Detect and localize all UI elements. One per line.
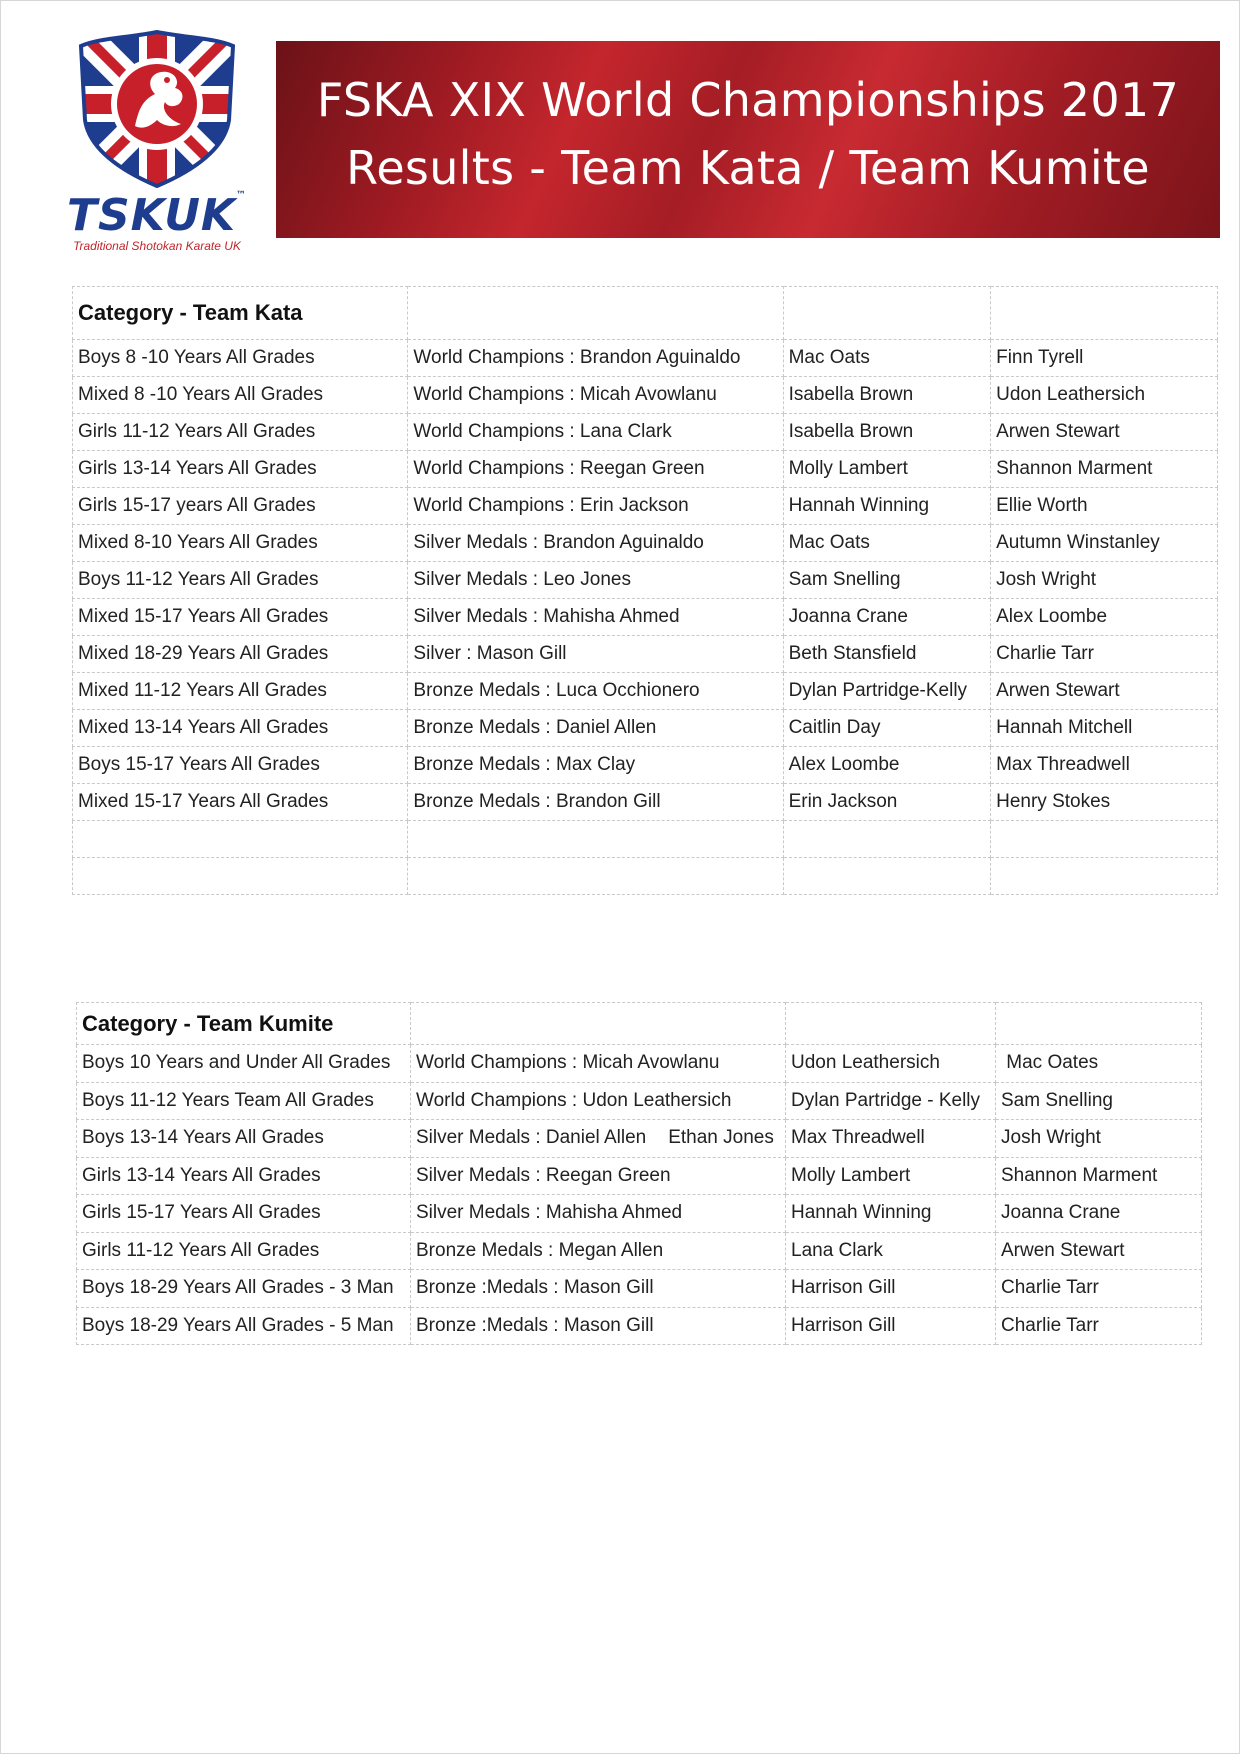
table-row bbox=[77, 1082, 1202, 1120]
team-member-cell: Arwen Stewart bbox=[991, 673, 1218, 710]
team-member-cell: Molly Lambert bbox=[783, 451, 991, 488]
category-cell: Mixed 18-29 Years All Grades bbox=[73, 636, 408, 673]
team-member-cell: Hannah Winning bbox=[786, 1195, 996, 1233]
table-row bbox=[77, 1195, 1202, 1233]
team-member-cell: Mac Oats bbox=[783, 525, 991, 562]
team-member-cell: Harrison Gill bbox=[786, 1270, 996, 1308]
banner-title: FSKA XIX World Championships 2017 bbox=[316, 73, 1180, 127]
category-cell: Mixed 8-10 Years All Grades bbox=[73, 525, 408, 562]
table-row bbox=[73, 747, 1218, 784]
tskuk-logo bbox=[52, 28, 262, 258]
table-row bbox=[73, 377, 1218, 414]
category-cell: Boys 15-17 Years All Grades bbox=[73, 747, 408, 784]
category-cell: Boys 18-29 Years All Grades - 5 Man bbox=[77, 1307, 411, 1345]
extra-team-member: Ethan Jones bbox=[668, 1127, 774, 1149]
team-member-cell: Josh Wright bbox=[996, 1120, 1202, 1158]
result-cell: Bronze Medals : Max Clay bbox=[408, 747, 783, 784]
table-row bbox=[73, 451, 1218, 488]
team-member-cell: Hannah Mitchell bbox=[991, 710, 1218, 747]
result-cell: World Champions : Reegan Green bbox=[408, 451, 783, 488]
category-cell: Mixed 8 -10 Years All Grades bbox=[73, 377, 408, 414]
result-cell: World Champions : Micah Avowlanu bbox=[411, 1045, 786, 1083]
category-cell: Girls 15-17 Years All Grades bbox=[77, 1195, 411, 1233]
title-banner bbox=[276, 41, 1220, 238]
result-cell: Silver Medals : Reegan Green bbox=[411, 1157, 786, 1195]
category-cell: Girls 11-12 Years All Grades bbox=[77, 1232, 411, 1270]
logo-tagline: Traditional Shotokan Karate UK bbox=[73, 239, 241, 253]
category-cell: Girls 11-12 Years All Grades bbox=[73, 414, 408, 451]
empty-row bbox=[73, 821, 1218, 858]
table-row bbox=[73, 636, 1218, 673]
category-cell: Mixed 11-12 Years All Grades bbox=[73, 673, 408, 710]
result-cell: Silver Medals : Brandon Aguinaldo bbox=[408, 525, 783, 562]
result-cell: Silver Medals : Mahisha Ahmed bbox=[411, 1195, 786, 1233]
team-member-cell: Harrison Gill bbox=[786, 1307, 996, 1345]
table-row bbox=[77, 1232, 1202, 1270]
team-member-cell: Joanna Crane bbox=[996, 1195, 1202, 1233]
team-member-cell: Josh Wright bbox=[991, 562, 1218, 599]
result-cell: Bronze Medals : Brandon Gill bbox=[408, 784, 783, 821]
category-cell: Boys 10 Years and Under All Grades bbox=[77, 1045, 411, 1083]
result-cell: Bronze Medals : Daniel Allen bbox=[408, 710, 783, 747]
result-cell: World Champions : Micah Avowlanu bbox=[408, 377, 783, 414]
category-cell: Boys 13-14 Years All Grades bbox=[77, 1120, 411, 1158]
team-member-cell: Autumn Winstanley bbox=[991, 525, 1218, 562]
team-member-cell: Shannon Marment bbox=[996, 1157, 1202, 1195]
team-member-cell: Alex Loombe bbox=[991, 599, 1218, 636]
result-cell: World Champions : Brandon Aguinaldo bbox=[408, 340, 783, 377]
category-cell: Boys 18-29 Years All Grades - 3 Man bbox=[77, 1270, 411, 1308]
result-cell: World Champions : Erin Jackson bbox=[408, 488, 783, 525]
category-cell: Girls 13-14 Years All Grades bbox=[77, 1157, 411, 1195]
result-cell: Silver Medals : Daniel Allen Ethan Jones bbox=[411, 1120, 786, 1158]
result-cell: Silver Medals : Leo Jones bbox=[408, 562, 783, 599]
result-cell: Silver Medals : Mahisha Ahmed bbox=[408, 599, 783, 636]
team-member-cell: Charlie Tarr bbox=[991, 636, 1218, 673]
table-row bbox=[73, 710, 1218, 747]
union-jack-shield-icon bbox=[77, 28, 237, 188]
table-row bbox=[73, 784, 1218, 821]
category-cell: Boys 8 -10 Years All Grades bbox=[73, 340, 408, 377]
team-member-cell: Hannah Winning bbox=[783, 488, 991, 525]
team-kumite-table bbox=[76, 1002, 1202, 1345]
result-cell: World Champions : Udon Leathersich bbox=[411, 1082, 786, 1120]
team-member-cell: Finn Tyrell bbox=[991, 340, 1218, 377]
team-member-cell: Max Threadwell bbox=[991, 747, 1218, 784]
team-member-cell: Erin Jackson bbox=[783, 784, 991, 821]
team-member-cell: Molly Lambert bbox=[786, 1157, 996, 1195]
category-title: Category - Team Kumite bbox=[77, 1003, 411, 1045]
category-cell: Mixed 13-14 Years All Grades bbox=[73, 710, 408, 747]
category-cell: Mixed 15-17 Years All Grades bbox=[73, 599, 408, 636]
team-member-cell: Charlie Tarr bbox=[996, 1270, 1202, 1308]
category-cell: Boys 11-12 Years All Grades bbox=[73, 562, 408, 599]
team-kata-table bbox=[72, 286, 1218, 895]
team-member-cell: Isabella Brown bbox=[783, 377, 991, 414]
team-member-cell: Mac Oates bbox=[996, 1045, 1202, 1083]
team-member-cell: Alex Loombe bbox=[783, 747, 991, 784]
table-row bbox=[77, 1307, 1202, 1345]
category-cell: Girls 13-14 Years All Grades bbox=[73, 451, 408, 488]
result-cell: Bronze :Medals : Mason Gill bbox=[411, 1270, 786, 1308]
category-cell: Girls 15-17 years All Grades bbox=[73, 488, 408, 525]
team-member-cell: Isabella Brown bbox=[783, 414, 991, 451]
team-member-cell: Max Threadwell bbox=[786, 1120, 996, 1158]
table-row bbox=[77, 1120, 1202, 1158]
category-cell: Boys 11-12 Years Team All Grades bbox=[77, 1082, 411, 1120]
team-member-cell: Charlie Tarr bbox=[996, 1307, 1202, 1345]
table-row bbox=[73, 562, 1218, 599]
team-member-cell: Udon Leathersich bbox=[786, 1045, 996, 1083]
result-cell: Bronze Medals : Luca Occhionero bbox=[408, 673, 783, 710]
team-member-cell: Mac Oats bbox=[783, 340, 991, 377]
table-row bbox=[73, 414, 1218, 451]
banner-subtitle: Results - Team Kata / Team Kumite bbox=[346, 141, 1150, 195]
logo-wordmark: TSKUK™ bbox=[66, 190, 248, 241]
team-member-cell: Joanna Crane bbox=[783, 599, 991, 636]
table-header-row bbox=[77, 1003, 1202, 1045]
table-row bbox=[73, 673, 1218, 710]
table-row bbox=[73, 488, 1218, 525]
team-member-cell: Arwen Stewart bbox=[991, 414, 1218, 451]
team-member-cell: Henry Stokes bbox=[991, 784, 1218, 821]
table-row bbox=[77, 1045, 1202, 1083]
team-member-cell: Lana Clark bbox=[786, 1232, 996, 1270]
team-member-cell: Beth Stansfield bbox=[783, 636, 991, 673]
table-row bbox=[73, 599, 1218, 636]
team-member-cell: Sam Snelling bbox=[783, 562, 991, 599]
team-member-cell: Shannon Marment bbox=[991, 451, 1218, 488]
result-cell: Bronze Medals : Megan Allen bbox=[411, 1232, 786, 1270]
table-row bbox=[77, 1270, 1202, 1308]
category-title: Category - Team Kata bbox=[73, 287, 408, 340]
result-cell: Bronze :Medals : Mason Gill bbox=[411, 1307, 786, 1345]
team-member-cell: Dylan Partridge-Kelly bbox=[783, 673, 991, 710]
category-cell: Mixed 15-17 Years All Grades bbox=[73, 784, 408, 821]
table-row bbox=[73, 340, 1218, 377]
table-row bbox=[73, 525, 1218, 562]
team-member-cell: Dylan Partridge - Kelly bbox=[786, 1082, 996, 1120]
table-header-row bbox=[73, 287, 1218, 340]
table-row bbox=[77, 1157, 1202, 1195]
team-member-cell: Udon Leathersich bbox=[991, 377, 1218, 414]
result-cell: World Champions : Lana Clark bbox=[408, 414, 783, 451]
team-member-cell: Caitlin Day bbox=[783, 710, 991, 747]
team-member-cell: Ellie Worth bbox=[991, 488, 1218, 525]
team-member-cell: Sam Snelling bbox=[996, 1082, 1202, 1120]
result-cell: Silver : Mason Gill bbox=[408, 636, 783, 673]
team-member-cell: Arwen Stewart bbox=[996, 1232, 1202, 1270]
empty-row bbox=[73, 858, 1218, 895]
